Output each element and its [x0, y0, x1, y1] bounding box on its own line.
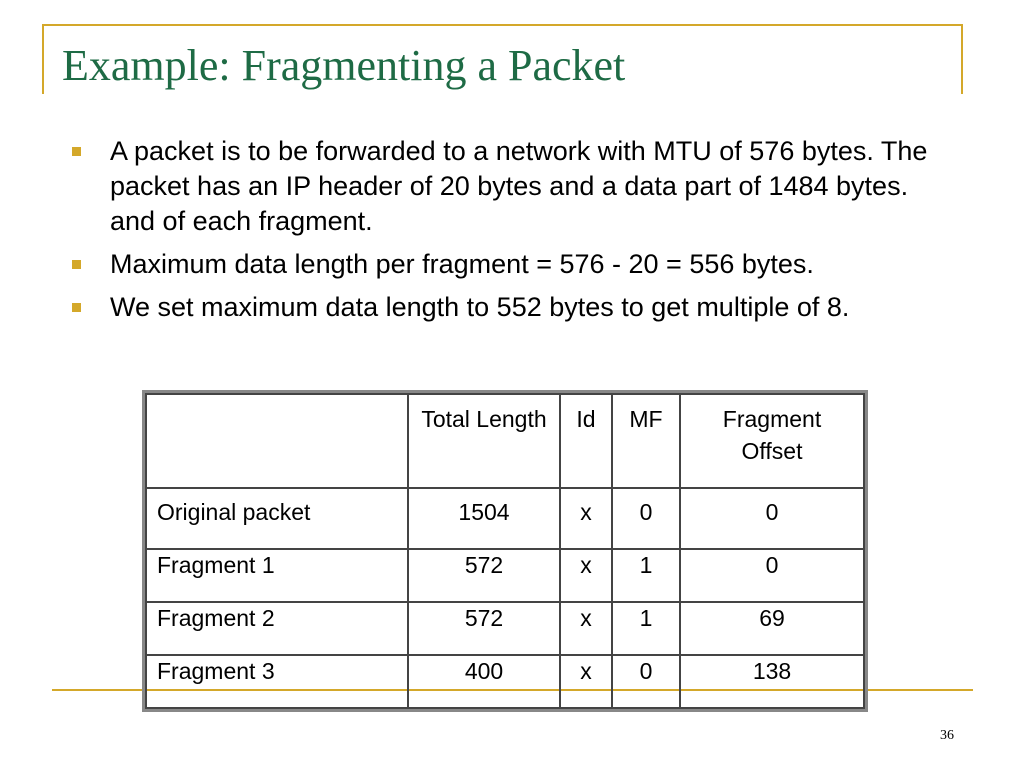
- bullet-text: We set maximum data length to 552 bytes to get multiple of 8.: [110, 292, 850, 322]
- table-row: [146, 602, 864, 655]
- fragment-table: [142, 390, 868, 712]
- bullet-list: [72, 134, 932, 333]
- bullet-item: [72, 134, 932, 239]
- offset-cell: 138: [680, 655, 864, 708]
- table-row: [146, 549, 864, 602]
- table-row: [146, 488, 864, 549]
- page-number: 36: [940, 728, 954, 743]
- square-bullet-icon: [72, 260, 81, 269]
- header-fragment-offset: Fragment Offset: [680, 394, 864, 488]
- header-mf: MF: [612, 394, 680, 488]
- total-length-cell: 400: [408, 655, 560, 708]
- mf-cell: 1: [612, 602, 680, 655]
- frame-right-line: [961, 24, 963, 94]
- row-label: Fragment 3: [146, 655, 408, 708]
- id-cell: x: [560, 488, 612, 549]
- total-length-cell: 572: [408, 549, 560, 602]
- bullet-item: [72, 247, 932, 282]
- id-cell: x: [560, 655, 612, 708]
- bullet-text: A packet is to be forwarded to a network with MTU of 576 bytes. The packet has an IP header of 20 bytes and a data part of 1484 bytes. and of each fragment.: [110, 136, 928, 236]
- row-label: Fragment 2: [146, 602, 408, 655]
- offset-cell: 69: [680, 602, 864, 655]
- total-length-cell: 1504: [408, 488, 560, 549]
- square-bullet-icon: [72, 147, 81, 156]
- slide-title: Example: Fragmenting a Packet: [62, 41, 626, 90]
- offset-cell: 0: [680, 488, 864, 549]
- table-header-row: [146, 394, 864, 488]
- offset-cell: 0: [680, 549, 864, 602]
- square-bullet-icon: [72, 303, 81, 312]
- row-label: Original packet: [146, 488, 408, 549]
- id-cell: x: [560, 602, 612, 655]
- header-cell-empty: [146, 394, 408, 488]
- bullet-item: [72, 290, 932, 325]
- id-cell: x: [560, 549, 612, 602]
- frame-left-line: [42, 24, 44, 94]
- header-id: Id: [560, 394, 612, 488]
- header-total-length: Total Length: [408, 394, 560, 488]
- mf-cell: 0: [612, 488, 680, 549]
- mf-cell: 1: [612, 549, 680, 602]
- frame-top-line: [42, 24, 963, 26]
- bullet-text: Maximum data length per fragment = 576 - 20 = 556 bytes.: [110, 249, 814, 279]
- mf-cell: 0: [612, 655, 680, 708]
- total-length-cell: 572: [408, 602, 560, 655]
- row-label: Fragment 1: [146, 549, 408, 602]
- table-row: [146, 655, 864, 708]
